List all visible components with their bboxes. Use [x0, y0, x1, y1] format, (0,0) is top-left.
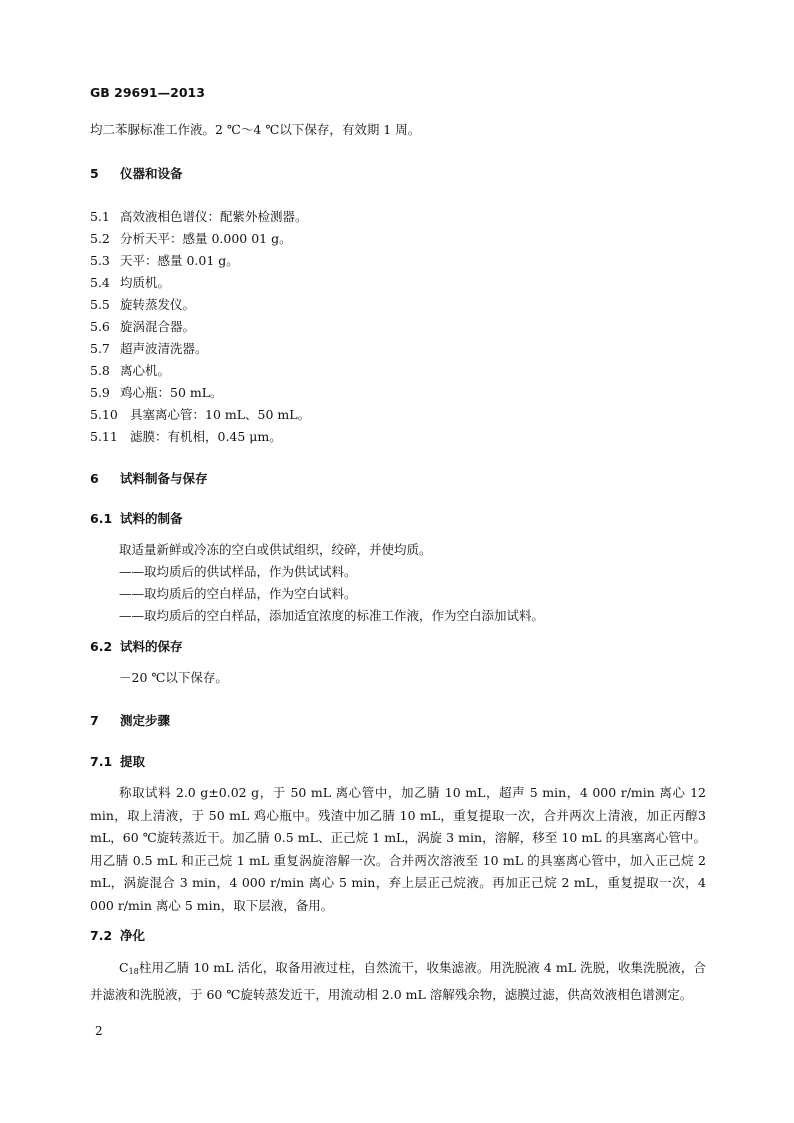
- section-6-heading: [90, 469, 208, 487]
- list-item: [90, 295, 195, 313]
- list-item: [90, 317, 195, 335]
- item-number: 5.3: [90, 253, 110, 268]
- dash-item: ——取均质后的空白样品，作为空白试料。: [119, 586, 357, 601]
- section-5-heading: [90, 164, 183, 182]
- subsection-number: 6.2: [90, 639, 113, 654]
- subsection-number: 7.2: [90, 928, 113, 943]
- item-number: 5.6: [90, 319, 110, 334]
- section-7-heading: [90, 711, 170, 729]
- subsection-6-2-heading: [90, 637, 183, 655]
- list-item: [90, 361, 170, 379]
- subsection-title: 净化: [120, 928, 146, 943]
- c18-subscript: 18: [128, 967, 139, 976]
- item-text: 分析天平：感量 0.000 01 g。: [120, 231, 292, 246]
- item-number: 5.5: [90, 297, 110, 312]
- subsection-6-1-heading: [90, 509, 183, 527]
- item-text: 均质机。: [120, 275, 171, 290]
- subsection-title: 试料的保存: [120, 639, 183, 654]
- section-number: 6: [90, 471, 99, 486]
- section-number: 7: [90, 713, 99, 728]
- list-item: [90, 251, 239, 269]
- subsection-7-1-heading: [90, 752, 145, 770]
- list-item: [90, 229, 292, 247]
- purification-paragraph: [90, 957, 706, 1006]
- section-title: 仪器和设备: [120, 166, 183, 181]
- item-text: 旋转蒸发仪。: [120, 297, 196, 312]
- paragraph-text: 称取试料 2.0 g±0.02 g，于 50 mL 离心管中，加乙腈 10 mL，超声 5 min，4 000 r/min 离心 12 min，取上清液，于 50 mL 鸡心瓶中。残渣中加乙腈 10 mL，重复提取一次，合并两次上清液，加正丙醇3 mL，60 ℃旋转蒸近干。加乙腈 0.5 mL、正己烷 1 mL，涡旋 3 min，溶解，移至 10 mL 的具塞离心管中。用乙腈 0.5 mL 和正己烷 1 mL 重复涡旋溶解一次。合并两次溶液至 10 mL 的具塞离心管中，加入正己烷 2 mL，涡旋混合 3 min，4 000 r/min 离心 5 min，弃上层正己烷液。再加正己烷 2 mL，重复提取一次，4 000 r/min 离心 5 min，取下层液，备用。: [90, 785, 706, 913]
- item-text: 滤膜：有机相，0.45 μm。: [130, 429, 282, 444]
- dash-item: ——取均质后的供试样品，作为供试试料。: [119, 564, 357, 579]
- item-number: 5.8: [90, 363, 110, 378]
- item-number: 5.1: [90, 209, 110, 224]
- preparation-intro: 取适量新鲜或冷冻的空白或供试组织，绞碎，并使均质。: [119, 542, 432, 557]
- list-item: [90, 405, 310, 423]
- item-text: 鸡心瓶：50 mL。: [120, 385, 223, 400]
- continuation-text: 均二苯脲标准工作液。2 ℃～4 ℃以下保存，有效期 1 周。: [90, 122, 421, 137]
- list-item: [90, 383, 223, 401]
- item-number: 5.7: [90, 341, 110, 356]
- item-text: 离心机。: [120, 363, 171, 378]
- item-number: 5.2: [90, 231, 110, 246]
- item-number: 5.10: [90, 407, 118, 422]
- section-number: 5: [90, 166, 99, 181]
- dash-item: ——取均质后的空白样品，添加适宜浓度的标准工作液，作为空白添加试料。: [119, 608, 545, 623]
- paragraph-text: 柱用乙腈 10 mL 活化，取备用液过柱，自然流干，收集滤液。用洗脱液 4 mL 洗脱，收集洗脱液，合并滤液和洗脱液，于 60 ℃旋转蒸发近干，用流动相 2.0 mL 溶解残余物，滤膜过滤，供高效液相色谱测定。: [90, 960, 706, 1002]
- item-text: 具塞离心管：10 mL、50 mL。: [130, 407, 311, 422]
- subsection-number: 7.1: [90, 754, 113, 769]
- subsection-7-2-heading: [90, 926, 145, 944]
- item-number: 5.4: [90, 275, 110, 290]
- section-title: 试料制备与保存: [120, 471, 208, 486]
- standard-number: GB 29691—2013: [90, 85, 205, 100]
- item-text: 高效液相色谱仪：配紫外检测器。: [120, 209, 308, 224]
- list-item: [90, 427, 282, 445]
- extraction-paragraph: [90, 782, 706, 917]
- list-item: [90, 207, 308, 225]
- item-number: 5.11: [90, 429, 118, 444]
- item-number: 5.9: [90, 385, 110, 400]
- storage-text: －20 ℃以下保存。: [119, 670, 228, 685]
- list-item: [90, 339, 208, 357]
- subsection-number: 6.1: [90, 511, 113, 526]
- subsection-title: 提取: [120, 754, 146, 769]
- item-text: 旋涡混合器。: [120, 319, 196, 334]
- page-number: 2: [95, 1024, 103, 1038]
- subsection-title: 试料的制备: [120, 511, 183, 526]
- item-text: 天平：感量 0.01 g。: [120, 253, 239, 268]
- c18-letter: C: [119, 960, 129, 975]
- item-text: 超声波清洗器。: [120, 341, 208, 356]
- list-item: [90, 273, 170, 291]
- section-title: 测定步骤: [120, 713, 171, 728]
